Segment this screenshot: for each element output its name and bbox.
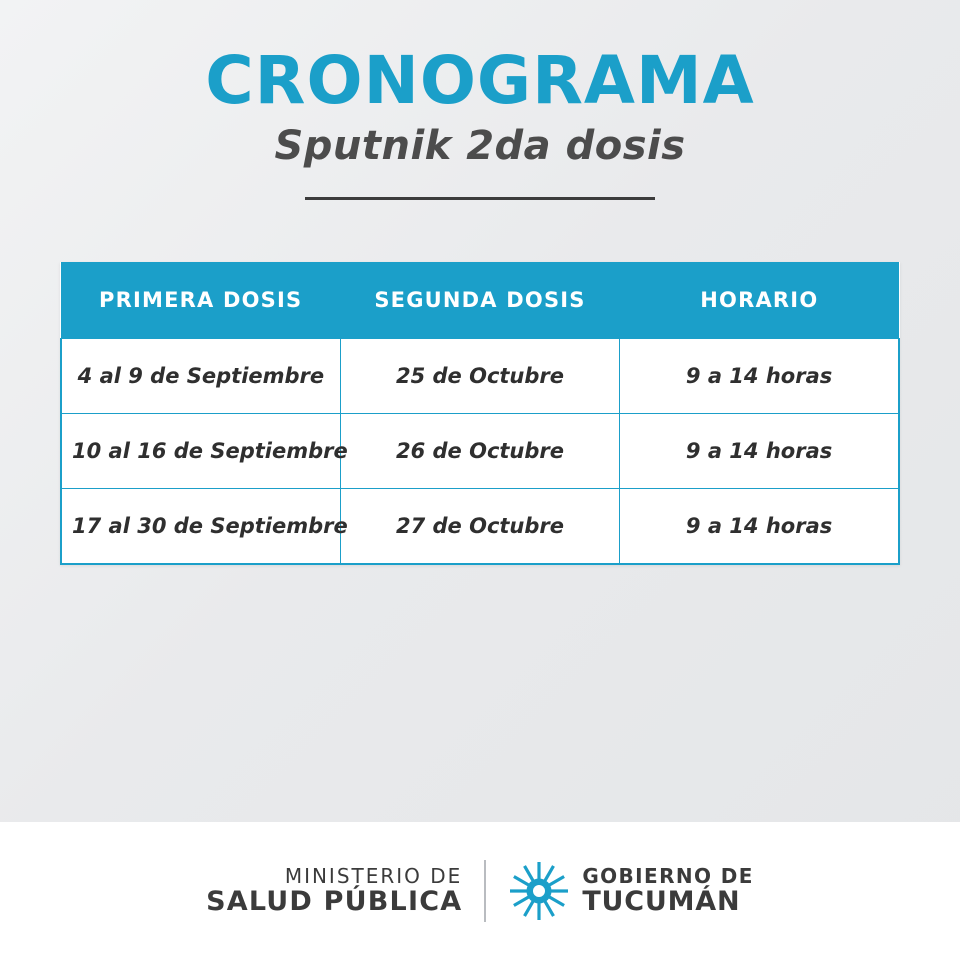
ministry-line1: MINISTERIO DE — [284, 863, 463, 888]
table-head — [61, 262, 899, 339]
ministry-line2: SALUD PÚBLICA — [206, 886, 463, 918]
column-header-segunda-dosis: SEGUNDA DOSIS — [340, 262, 619, 339]
government-logo — [508, 860, 754, 922]
government-text — [582, 865, 754, 918]
table-header-row — [61, 262, 899, 339]
cell-primera-dosis: 4 al 9 de Septiembre — [61, 339, 340, 414]
schedule-table — [60, 262, 900, 565]
ministry-logo — [206, 865, 462, 918]
table-row — [61, 489, 899, 565]
column-header-primera-dosis: PRIMERA DOSIS — [61, 262, 340, 339]
footer-bar — [0, 822, 960, 960]
title-block — [60, 0, 900, 200]
cell-primera-dosis: 10 al 16 de Septiembre — [61, 414, 340, 489]
schedule-table-wrapper — [60, 262, 900, 565]
cell-horario: 9 a 14 horas — [620, 489, 899, 565]
title-divider — [305, 197, 655, 200]
page-subtitle: Sputnik 2da dosis — [274, 123, 686, 170]
table-body — [61, 339, 899, 565]
government-line2: TUCUMÁN — [582, 886, 741, 918]
footer-divider — [484, 860, 486, 922]
column-header-horario: HORARIO — [620, 262, 899, 339]
government-line1: GOBIERNO DE — [582, 863, 754, 888]
cell-segunda-dosis: 27 de Octubre — [340, 489, 619, 565]
table-row — [61, 414, 899, 489]
cell-segunda-dosis: 26 de Octubre — [340, 414, 619, 489]
table-row — [61, 339, 899, 414]
cell-horario: 9 a 14 horas — [620, 414, 899, 489]
sun-burst-icon — [508, 860, 570, 922]
cell-segunda-dosis: 25 de Octubre — [340, 339, 619, 414]
cell-horario: 9 a 14 horas — [620, 339, 899, 414]
cell-primera-dosis: 17 al 30 de Septiembre — [61, 489, 340, 565]
page-title: CRONOGRAMA — [205, 42, 755, 119]
footer-logos — [206, 860, 754, 922]
